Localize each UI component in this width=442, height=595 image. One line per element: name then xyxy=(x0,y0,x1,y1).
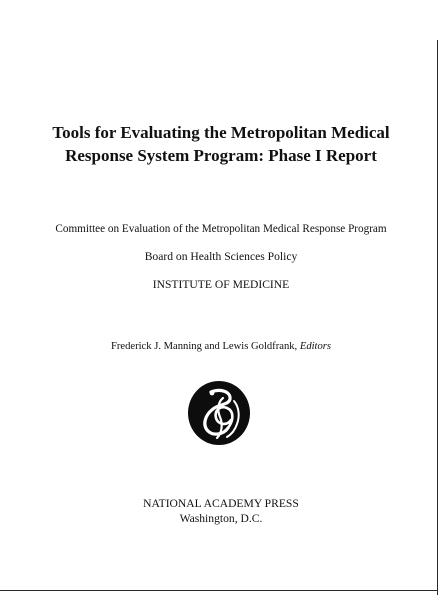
institute-name: INSTITUTE OF MEDICINE xyxy=(152,278,290,291)
committee-name: Committee on Evaluation of the Metropolitan Medical Response Program xyxy=(55,223,387,235)
institute-of-medicine-serpent-logo-icon xyxy=(187,380,251,446)
board-name: Board on Health Sciences Policy xyxy=(144,250,298,263)
editor-names: Frederick J. Manning and Lewis Goldfrank, xyxy=(110,341,298,352)
page-edge-bottom xyxy=(0,590,438,591)
editors-line xyxy=(0,340,442,354)
report-title-line-2: Response System Program: Phase I Report xyxy=(65,146,377,165)
report-title xyxy=(0,121,442,167)
publisher-city: Washington, D.C. xyxy=(179,512,263,525)
report-title-line-1: Tools for Evaluating the Metropolitan Medical xyxy=(52,123,390,142)
editors-role: Editors xyxy=(299,341,332,352)
publisher-name: NATIONAL ACADEMY PRESS xyxy=(143,497,299,510)
